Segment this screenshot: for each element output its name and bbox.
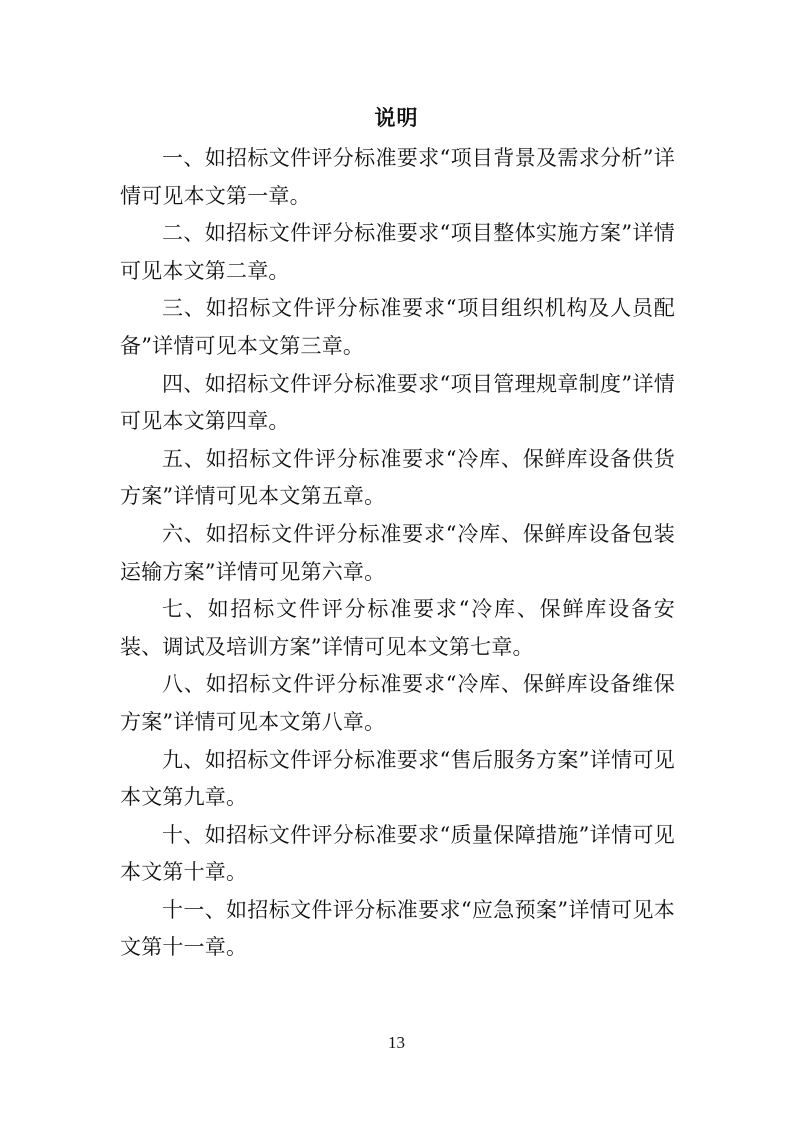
paragraph-8: 八、如招标文件评分标准要求“冷库、保鲜库设备维保方案”详情可见本文第八章。 — [120, 672, 675, 734]
paragraph-3: 三、如招标文件评分标准要求“项目组织机构及人员配备”详情可见本文第三章。 — [120, 296, 675, 358]
paragraph-6: 六、如招标文件评分标准要求“冷库、保鲜库设备包装运输方案”详情可见第六章。 — [120, 521, 675, 584]
paragraph-5: 五、如招标文件评分标准要求“冷库、保鲜库设备供货方案”详情可见本文第五章。 — [120, 446, 675, 509]
paragraph-11: 十一、如招标文件评分标准要求“应急预案”详情可见本文第十一章。 — [120, 897, 675, 960]
paragraph-9: 九、如招标文件评分标准要求“售后服务方案”详情可见本文第九章。 — [120, 747, 675, 810]
page-number: 13 — [388, 1033, 405, 1052]
page-title: 说明 — [374, 105, 419, 130]
paragraph-4: 四、如招标文件评分标准要求“项目管理规章制度”详情可见本文第四章。 — [120, 371, 675, 434]
paragraph-7: 七、如招标文件评分标准要求“冷库、保鲜库设备安装、调试及培训方案”详情可见本文第七章。 — [120, 597, 675, 659]
paragraph-1: 一、如招标文件评分标准要求“项目背景及需求分析”详情可见本文第一章。 — [120, 146, 675, 208]
paragraph-2: 二、如招标文件评分标准要求“项目整体实施方案”详情可见本文第二章。 — [120, 221, 675, 283]
paragraph-10: 十、如招标文件评分标准要求“质量保障措施”详情可见本文第十章。 — [120, 822, 675, 885]
document-body — [120, 140, 675, 967]
